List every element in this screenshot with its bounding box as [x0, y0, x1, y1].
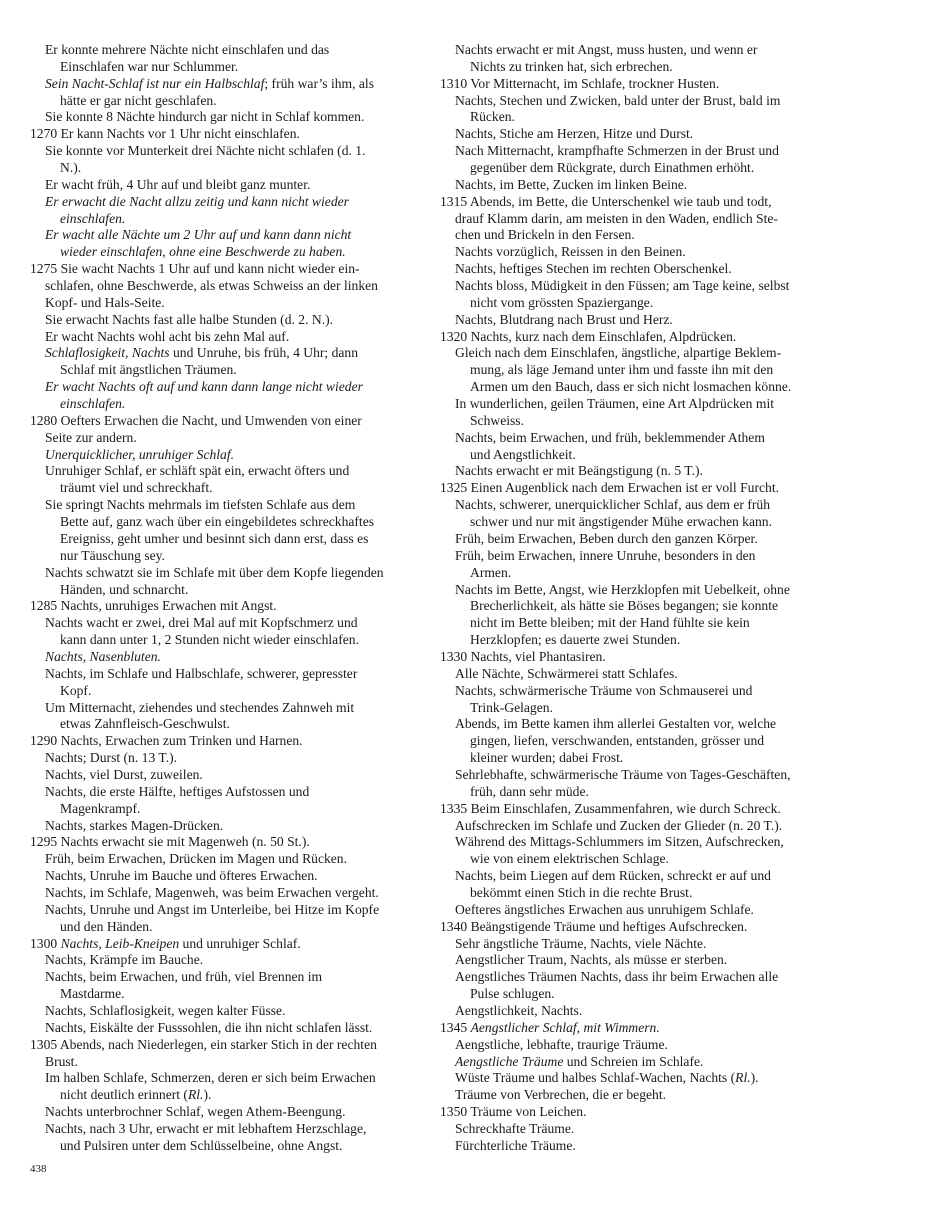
text-segment: Brust. [45, 1053, 78, 1069]
text-line [30, 1104, 416, 1121]
text-line [440, 109, 825, 126]
text-segment: drauf Klamm darin, am meisten in den Waden, endlich Ste- [455, 210, 778, 226]
numbered-entry-line [440, 919, 825, 936]
text-segment: Schreckhafte Träume. [455, 1121, 575, 1136]
text-segment: 1300 [30, 935, 61, 951]
text-line [30, 649, 416, 666]
text-line [440, 683, 825, 700]
text-segment: 1290 Nachts, Erwachen zum Trinken und Harnen. [30, 733, 303, 749]
page-number: 438 [30, 1163, 47, 1175]
text-segment: 1280 Oefters Erwachen die Nacht, und Umwenden von einer [30, 412, 362, 428]
text-segment: Sie konnte vor Munterkeit drei Nächte nicht schlafen (d. 1. [45, 143, 366, 159]
text-line [30, 1087, 416, 1104]
italic-text: Er erwacht die Nacht allzu zeitig und kann nicht wieder [45, 193, 349, 209]
italic-text: einschlafen. [60, 396, 126, 412]
text-line [30, 497, 416, 514]
text-line [440, 936, 825, 953]
text-segment: Armen um den Bauch, dass er sich nicht losmachen könne. [470, 379, 792, 395]
italic-text: Sein Nacht-Schlaf ist nur ein Halbschlaf [45, 75, 265, 91]
text-line [30, 986, 416, 1003]
text-segment: N.). [60, 160, 82, 176]
text-line [440, 211, 825, 228]
numbered-entry-line [30, 1037, 416, 1054]
text-line [30, 143, 416, 160]
text-segment: Gleich nach dem Einschlafen, ängstliche, alpartige Beklem- [455, 345, 782, 361]
numbered-entry-line [440, 1104, 825, 1121]
text-line [30, 76, 416, 93]
text-segment: nur Täuschung sey. [60, 547, 165, 563]
text-segment: Einschlafen war nur Schlummer. [60, 58, 239, 74]
text-line [30, 1121, 416, 1138]
italic-text: Er wacht alle Nächte um 2 Uhr auf und kann dann nicht [45, 227, 352, 243]
text-segment: Aufschrecken im Schlafe und Zucken der Glieder (n. 20 T.). [455, 817, 783, 833]
text-segment: 1310 Vor Mitternacht, im Schlafe, trockner Husten. [440, 75, 720, 91]
text-line [440, 784, 825, 801]
text-segment: 1345 [440, 1019, 471, 1035]
text-segment: Nachts, Blutdrang nach Brust und Herz. [455, 311, 673, 327]
text-line [440, 42, 825, 59]
text-line [30, 531, 416, 548]
text-segment: Seite zur andern. [45, 429, 137, 445]
text-line [440, 733, 825, 750]
text-line [440, 716, 825, 733]
text-line [440, 885, 825, 902]
text-line [440, 666, 825, 683]
text-segment: Träume von Verbrechen, die er begeht. [455, 1087, 667, 1103]
text-line [440, 986, 825, 1003]
text-line [30, 379, 416, 396]
text-segment: Kopf. [60, 682, 92, 698]
text-segment: 1305 Abends, nach Niederlegen, ein starker Stich in der rechten [30, 1036, 377, 1052]
text-line [440, 463, 825, 480]
text-line [30, 312, 416, 329]
text-line [30, 767, 416, 784]
text-line [440, 531, 825, 548]
text-line [440, 447, 825, 464]
text-line [30, 632, 416, 649]
text-segment: Nachts, Stiche am Herzen, Hitze und Durst. [455, 126, 694, 142]
text-segment: 1350 Träume von Leichen. [440, 1104, 587, 1120]
text-line [30, 447, 416, 464]
text-line [30, 59, 416, 76]
text-segment: Bette auf, ganz wach über ein eingebildetes schreckhaftes [60, 514, 375, 530]
text-line [440, 362, 825, 379]
numbered-entry-line [30, 261, 416, 278]
numbered-entry-line [440, 480, 825, 497]
numbered-entry-line [440, 194, 825, 211]
text-line [30, 1054, 416, 1071]
text-line [440, 818, 825, 835]
text-segment: 1335 Beim Einschlafen, Zusammenfahren, wie durch Schreck. [440, 800, 781, 816]
text-line [30, 480, 416, 497]
text-segment: Schweiss. [470, 412, 524, 428]
italic-text: Aengstliche Träume [455, 1053, 564, 1069]
text-segment: Sie erwacht Nachts fast alle halbe Stunden (d. 2. N.). [45, 311, 334, 327]
text-segment: Nichts zu trinken hat, sich erbrechen. [470, 58, 673, 74]
text-line [440, 312, 825, 329]
italic-text: Rl. [735, 1070, 751, 1086]
text-segment: chen und Brickeln in den Fersen. [455, 227, 635, 243]
text-segment: Früh, beim Erwachen, innere Unruhe, besonders in den [455, 547, 756, 563]
text-line [440, 582, 825, 599]
numbered-entry-line [30, 126, 416, 143]
text-line [30, 952, 416, 969]
text-line [30, 919, 416, 936]
text-segment: Nachts, starkes Magen-Drücken. [45, 817, 224, 833]
text-segment: Ereigniss, geht umher und besinnt sich dann erst, dass es [60, 530, 369, 546]
text-segment: Nachts, Krämpfe im Bauche. [45, 952, 204, 968]
text-line [440, 244, 825, 261]
text-line [440, 700, 825, 717]
text-line [440, 177, 825, 194]
text-segment: und unruhiger Schlaf. [179, 935, 301, 951]
text-line [30, 295, 416, 312]
text-line [440, 497, 825, 514]
text-line [30, 1070, 416, 1087]
text-line [440, 750, 825, 767]
text-line [30, 211, 416, 228]
text-segment: Alle Nächte, Schwärmerei statt Schlafes. [455, 665, 678, 681]
numbered-entry-line [440, 801, 825, 818]
text-segment: Nach Mitternacht, krampfhafte Schmerzen in der Brust und [455, 143, 779, 159]
numbered-entry-line [30, 413, 416, 430]
text-line [30, 716, 416, 733]
text-segment: Fürchterliche Träume. [455, 1137, 576, 1153]
text-line [440, 261, 825, 278]
text-segment: Abends, im Bette kamen ihm allerlei Gestalten vor, welche [455, 716, 777, 732]
text-line [30, 227, 416, 244]
left-text-column [30, 42, 416, 1155]
text-segment: träumt viel und schreckhaft. [60, 480, 213, 496]
text-segment: Aengstlicher Traum, Nachts, als müsse er sterben. [455, 952, 728, 968]
text-segment: 1330 Nachts, viel Phantasiren. [440, 648, 606, 664]
text-segment: Nachts erwacht er mit Angst, muss husten, und wenn er [455, 42, 758, 57]
text-line [440, 548, 825, 565]
text-line [30, 683, 416, 700]
text-segment: Nachts, die erste Hälfte, heftiges Aufstossen und [45, 783, 310, 799]
text-segment: ; früh war’s ihm, als [264, 75, 374, 91]
text-segment: Nachts, im Bette, Zucken im linken Beine. [455, 176, 688, 192]
text-segment: 1270 Er kann Nachts vor 1 Uhr nicht einschlafen. [30, 126, 300, 142]
text-line [440, 1054, 825, 1071]
text-line [440, 902, 825, 919]
text-segment: Aengstliches Träumen Nachts, dass ihr beim Erwachen alle [455, 969, 779, 985]
text-segment: und Pulsiren unter dem Schlüsselbeine, ohne Angst. [60, 1137, 343, 1153]
text-segment: Brecherlichkeit, als hätte sie Böses begangen; sie konnte [470, 598, 779, 614]
text-line [440, 565, 825, 582]
text-segment: Nachts, beim Liegen auf dem Rücken, schreckt er auf und [455, 868, 771, 884]
text-segment: Nachts, Unruhe im Bauche und öfteres Erwachen. [45, 868, 318, 884]
text-segment: kleiner wurden; dabei Frost. [470, 750, 624, 766]
text-line [440, 379, 825, 396]
text-segment: Nachts, schwärmerische Träume von Schmauserei und [455, 682, 753, 698]
text-segment: gingen, liefen, verschwanden, entstanden, grösser und [470, 733, 765, 749]
text-segment: bekömmt einen Stich in die rechte Brust. [470, 884, 693, 900]
italic-text: Unerquicklicher, unruhiger Schlaf. [45, 446, 235, 462]
text-line [440, 295, 825, 312]
text-line [30, 548, 416, 565]
text-line [30, 244, 416, 261]
text-line [30, 902, 416, 919]
text-line [440, 160, 825, 177]
text-segment: Nachts schwatzt sie im Schlafe mit über dem Kopfe liegenden [45, 564, 384, 580]
text-line [30, 582, 416, 599]
text-line [440, 598, 825, 615]
text-segment: Wüste Träume und halbes Schlaf-Wachen, Nachts ( [455, 1070, 736, 1086]
text-line [440, 1070, 825, 1087]
text-segment: Händen, und schnarcht. [60, 581, 189, 597]
text-line [440, 227, 825, 244]
text-line [440, 1138, 825, 1155]
text-line [30, 430, 416, 447]
text-segment: Nachts; Durst (n. 13 T.). [45, 750, 178, 766]
italic-text: Aengstlicher Schlaf, mit Wimmern. [470, 1019, 660, 1035]
numbered-entry-line [440, 1020, 825, 1037]
right-text-column [440, 42, 825, 1155]
text-line [30, 1138, 416, 1155]
text-line [30, 851, 416, 868]
text-segment: Nachts, schwerer, unerquicklicher Schlaf, aus dem er früh [455, 497, 771, 513]
text-segment: Er konnte mehrere Nächte nicht einschlafen und das [45, 42, 330, 57]
text-line [440, 413, 825, 430]
text-segment: Rücken. [470, 109, 515, 125]
text-segment: schwer und nur mit ängstigender Mühe erwachen kann. [470, 514, 772, 530]
text-line [440, 430, 825, 447]
text-line [440, 767, 825, 784]
text-segment: 1295 Nachts erwacht sie mit Magenweh (n. 50 St.). [30, 834, 310, 850]
text-segment: Magenkrampf. [60, 800, 141, 816]
text-segment: Nachts erwacht er mit Beängstigung (n. 5 T.). [455, 463, 703, 479]
text-segment: Pulse schlugen. [470, 986, 555, 1002]
text-segment: Oefteres ängstliches Erwachen aus unruhigem Schlafe. [455, 901, 754, 917]
text-segment: Er wacht Nachts wohl acht bis zehn Mal auf. [45, 328, 290, 344]
text-line [30, 93, 416, 110]
text-line [440, 1087, 825, 1104]
text-line [440, 59, 825, 76]
text-segment: Sehrlebhafte, schwärmerische Träume von Tages-Geschäften, [455, 766, 791, 782]
text-line [30, 801, 416, 818]
text-line [440, 969, 825, 986]
text-segment: Aengstliche, lebhafte, traurige Träume. [455, 1036, 668, 1052]
text-line [440, 868, 825, 885]
text-line [440, 126, 825, 143]
text-segment: Sie springt Nachts mehrmals im tiefsten Schlafe aus dem [45, 497, 356, 513]
italic-text: Schlaflosigkeit, Nachts [45, 345, 170, 361]
text-segment: Armen. [470, 564, 512, 580]
text-line [30, 1003, 416, 1020]
text-segment: nicht deutlich erinnert ( [60, 1087, 188, 1103]
text-line [30, 666, 416, 683]
text-segment: Nachts wacht er zwei, drei Mal auf mit Kopfschmerz und [45, 615, 358, 631]
text-segment: Nachts, im Schlafe, Magenweh, was beim Erwachen vergeht. [45, 884, 379, 900]
text-line [30, 514, 416, 531]
text-line [30, 969, 416, 986]
text-segment: kann dann unter 1, 2 Stunden nicht wieder einschlafen. [60, 632, 359, 648]
text-segment: Mastdarme. [60, 986, 125, 1002]
text-line [30, 565, 416, 582]
text-segment: Er wacht früh, 4 Uhr auf und bleibt ganz munter. [45, 176, 311, 192]
text-segment: und Schreien im Schlafe. [563, 1053, 704, 1069]
text-segment: 1325 Einen Augenblick nach dem Erwachen ist er voll Furcht. [440, 480, 780, 496]
text-segment: Nachts unterbrochner Schlaf, wegen Athem-Beengung. [45, 1104, 346, 1120]
text-segment: und den Händen. [60, 918, 153, 934]
text-line [440, 514, 825, 531]
text-segment: Unruhiger Schlaf, er schläft spät ein, erwacht öfters und [45, 463, 350, 479]
text-segment: und Aengstlichkeit. [470, 446, 576, 462]
text-segment: Kopf- und Hals-Seite. [45, 294, 165, 310]
text-segment: Nachts vorzüglich, Reissen in den Beinen. [455, 244, 686, 260]
text-line [440, 345, 825, 362]
text-line [30, 278, 416, 295]
text-segment: Nachts, Stechen und Zwicken, bald unter der Brust, bald im [455, 92, 781, 108]
text-line [30, 396, 416, 413]
text-segment: Nachts bloss, Müdigkeit in den Füssen; am Tage keine, selbst [455, 278, 790, 294]
text-segment: Herzklopfen; es dauerte zwei Stunden. [470, 632, 681, 648]
text-segment: mung, als läge Jemand unter ihm und fasste ihn mit den [470, 362, 774, 378]
text-line [440, 396, 825, 413]
text-line [440, 1003, 825, 1020]
text-segment: nicht im Bette bleiben; mit der Hand fühlte sie kein [470, 615, 750, 631]
numbered-entry-line [440, 649, 825, 666]
text-segment: und Unruhe, bis früh, 4 Uhr; dann [169, 345, 359, 361]
numbered-entry-line [30, 733, 416, 750]
text-segment: Im halben Schlafe, Schmerzen, deren er sich beim Erwachen [45, 1070, 376, 1086]
numbered-entry-line [30, 598, 416, 615]
text-segment: 1285 Nachts, unruhiges Erwachen mit Angst. [30, 598, 277, 614]
italic-text: wieder einschlafen, ohne eine Beschwerde zu haben. [60, 244, 346, 260]
text-segment: Nachts, im Schlafe und Halbschlafe, schwerer, gepresster [45, 665, 358, 681]
text-line [30, 868, 416, 885]
text-segment: Sehr ängstliche Träume, Nachts, viele Nächte. [455, 935, 707, 951]
text-line [440, 615, 825, 632]
text-line [440, 143, 825, 160]
text-segment: etwas Zahnfleisch-Geschwulst. [60, 716, 230, 732]
text-line [30, 345, 416, 362]
text-line [440, 632, 825, 649]
numbered-entry-line [30, 936, 416, 953]
text-segment: Schlaf mit ängstlichen Träumen. [60, 362, 237, 378]
text-segment: Sie konnte 8 Nächte hindurch gar nicht in Schlaf kommen. [45, 109, 365, 125]
text-segment: ). [203, 1087, 212, 1103]
text-segment: Nachts, Schlaflosigkeit, wegen kalter Füsse. [45, 1002, 286, 1018]
text-segment: nicht vom grössten Spaziergange. [470, 294, 654, 310]
text-segment: Während des Mittags-Schlummers im Sitzen, Aufschrecken, [455, 834, 784, 850]
text-line [30, 194, 416, 211]
text-segment: Aengstlichkeit, Nachts. [455, 1002, 583, 1018]
text-line [30, 750, 416, 767]
text-line [440, 93, 825, 110]
text-line [30, 463, 416, 480]
text-line [440, 834, 825, 851]
text-segment: Trink-Gelagen. [470, 699, 553, 715]
text-line [30, 42, 416, 59]
text-line [30, 784, 416, 801]
text-line [30, 362, 416, 379]
text-line [440, 1121, 825, 1138]
text-segment: In wunderlichen, geilen Träumen, eine Art Alpdrücken mit [455, 396, 775, 412]
numbered-entry-line [30, 834, 416, 851]
italic-text: Rl. [187, 1087, 204, 1103]
text-line [30, 700, 416, 717]
text-segment: Nachts, Unruhe und Angst im Unterleibe, bei Hitze im Kopfe [45, 901, 380, 917]
text-segment: Früh, beim Erwachen, Drücken im Magen und Rücken. [45, 851, 348, 867]
text-line [440, 952, 825, 969]
text-line [440, 278, 825, 295]
text-line [30, 1020, 416, 1037]
text-line [440, 1037, 825, 1054]
text-line [30, 109, 416, 126]
text-segment: gegenüber dem Rückgrate, durch Einathmen erhöht. [470, 160, 755, 176]
text-segment: Nachts, beim Erwachen, und früh, beklemmender Athem [455, 429, 765, 445]
text-segment: ). [750, 1070, 759, 1086]
text-segment: Nachts, beim Erwachen, und früh, viel Brennen im [45, 969, 323, 985]
text-segment: wie von einem elektrischen Schlage. [470, 851, 669, 867]
text-segment: schlafen, ohne Beschwerde, als etwas Schweiss an der linken [45, 278, 378, 294]
italic-text: Er wacht Nachts oft auf und kann dann lange nicht wieder [45, 379, 363, 395]
text-segment: 1315 Abends, im Bette, die Unterschenkel wie taub und todt, [440, 193, 772, 209]
text-line [30, 818, 416, 835]
italic-text: Nachts, Leib-Kneipen [60, 935, 180, 951]
text-line [30, 177, 416, 194]
text-segment: 1320 Nachts, kurz nach dem Einschlafen, Alpdrücken. [440, 328, 737, 344]
text-segment: Nachts, viel Durst, zuweilen. [45, 766, 203, 782]
text-line [440, 851, 825, 868]
italic-text: einschlafen. [60, 210, 126, 226]
text-line [30, 160, 416, 177]
text-line [30, 615, 416, 632]
text-segment: hätte er gar nicht geschlafen. [60, 92, 217, 108]
numbered-entry-line [440, 329, 825, 346]
text-segment: Um Mitternacht, ziehendes und stechendes Zahnweh mit [45, 699, 355, 715]
text-segment: 1340 Beängstigende Träume und heftiges Aufschrecken. [440, 918, 748, 934]
text-segment: Nachts im Bette, Angst, wie Herzklopfen mit Uebelkeit, ohne [455, 581, 790, 597]
text-segment: früh, dann sehr müde. [470, 783, 589, 799]
text-segment: Nachts, heftiges Stechen im rechten Oberschenkel. [455, 261, 732, 277]
text-segment: Nachts, nach 3 Uhr, erwacht er mit lebhaftem Herzschlage, [45, 1121, 367, 1136]
italic-text: Nachts, Nasenbluten. [45, 648, 161, 664]
text-line [30, 329, 416, 346]
text-segment: 1275 Sie wacht Nachts 1 Uhr auf und kann nicht wieder ein- [30, 261, 360, 277]
text-line [30, 885, 416, 902]
numbered-entry-line [440, 76, 825, 93]
text-segment: Nachts, Eiskälte der Fusssohlen, die ihn nicht schlafen lässt. [45, 1019, 373, 1035]
text-segment: Früh, beim Erwachen, Beben durch den ganzen Körper. [455, 530, 758, 546]
